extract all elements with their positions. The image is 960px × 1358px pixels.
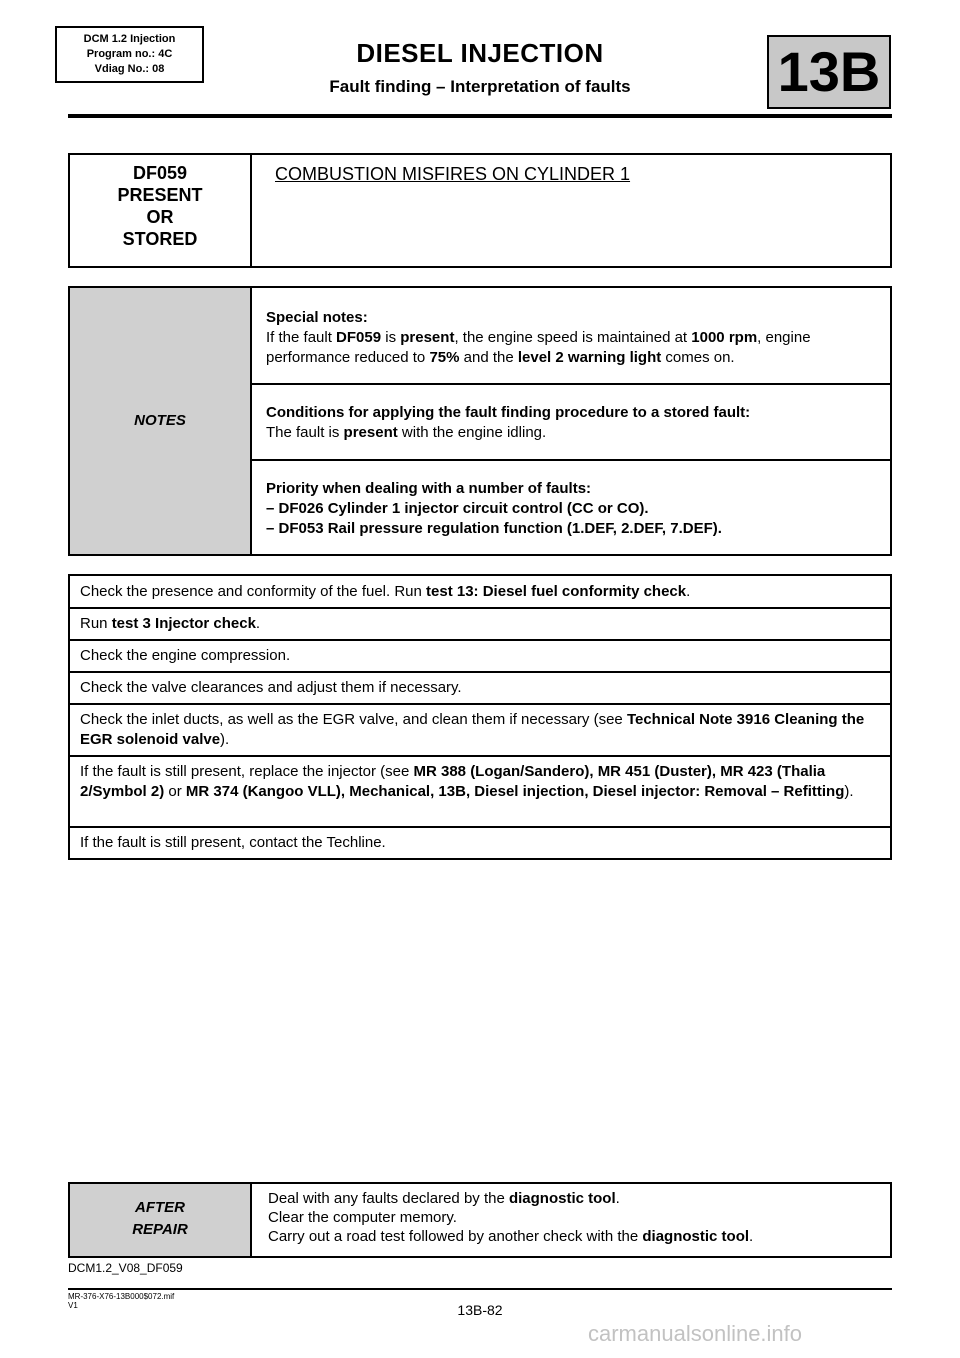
notes-divider <box>252 383 890 385</box>
notes-table <box>68 286 892 556</box>
document-reference-code: DCM1.2_V08_DF059 <box>68 1261 183 1275</box>
procedure-step-2: Run test 3 Injector check. <box>80 615 261 632</box>
fault-header-box <box>68 153 892 268</box>
priority-heading: Priority when dealing with a number of faults: <box>266 480 592 497</box>
fault-title: COMBUSTION MISFIRES ON CYLINDER 1 <box>275 164 631 184</box>
procedure-step-7: If the fault is still present, contact the Techline. <box>80 834 386 851</box>
after-repair-instructions <box>268 1189 880 1246</box>
step-divider <box>70 607 890 609</box>
conditions-section <box>252 403 890 443</box>
program-number-label: Program no.: 4C <box>86 48 173 60</box>
priority-item-1: – DF026 Cylinder 1 injector circuit control (CC or CO). <box>266 500 649 517</box>
page-subtitle: Fault finding – Interpretation of faults <box>329 77 631 96</box>
fault-status-cell <box>70 155 252 266</box>
special-notes-text: If the fault DF059 is present, the engine speed is maintained at 1000 rpm, engine performance reduced to 75% and the level 2 warning light comes on. <box>266 329 811 366</box>
priority-item-2: – DF053 Rail pressure regulation function (1.DEF, 2.DEF, 7.DEF). <box>266 520 722 537</box>
after-repair-line-1: Deal with any faults declared by the diagnostic tool. <box>268 1190 620 1207</box>
section-tag: 13B <box>767 35 891 109</box>
repair-label: REPAIR <box>132 1221 188 1238</box>
after-repair-table <box>68 1182 892 1258</box>
conditions-text: The fault is present with the engine idling. <box>266 424 547 441</box>
watermark: carmanualsonline.info <box>588 1321 803 1346</box>
special-notes-section <box>252 308 890 368</box>
fault-code: DF059 <box>132 163 188 183</box>
step-divider <box>70 755 890 757</box>
after-repair-label-cell <box>70 1184 252 1256</box>
procedure-step-3: Check the engine compression. <box>80 647 291 664</box>
notes-label: NOTES <box>134 412 186 429</box>
procedure-table <box>68 574 892 860</box>
step-divider <box>70 639 890 641</box>
step-divider <box>70 703 890 705</box>
version-label: V1 <box>68 1301 78 1310</box>
mif-filename: MR-376-X76-13B000$072.mif <box>68 1292 175 1301</box>
fault-status-stored: STORED <box>122 229 198 249</box>
page-number: 13B-82 <box>457 1302 503 1318</box>
step-divider <box>70 826 890 828</box>
footer-file-info <box>68 1292 174 1310</box>
after-label: AFTER <box>135 1199 185 1216</box>
dcm-injection-label: DCM 1.2 Injection <box>83 33 176 45</box>
dcm-info-box <box>55 26 204 83</box>
procedure-step-1: Check the presence and conformity of the fuel. Run test 13: Diesel fuel conformity check. <box>80 583 691 600</box>
vdiag-number-label: Vdiag No.: 08 <box>94 63 165 75</box>
special-notes-heading: Special notes: <box>266 309 368 326</box>
page-title: DIESEL INJECTION <box>356 38 604 68</box>
procedure-step-5: Check the inlet ducts, as well as the EGR valve, and clean them if necessary (see Technical Note 3916 Cleaning the EGR solenoid valve). <box>80 711 865 748</box>
step-divider <box>70 671 890 673</box>
procedure-step-6: If the fault is still present, replace the injector (see MR 388 (Logan/Sandero), MR 451 (Duster), MR 423 (Thalia 2/Symbol 2) or MR 374 (Kangoo VLL), Mechanical, 13B, Diesel injection, Diesel injector: Removal – Refitting). <box>80 763 854 800</box>
fault-status-or: OR <box>146 207 174 227</box>
fault-status-present: PRESENT <box>117 185 203 205</box>
priority-section <box>252 479 890 539</box>
after-repair-line-3: Carry out a road test followed by another check with the diagnostic tool. <box>268 1228 754 1245</box>
notes-divider <box>252 459 890 461</box>
header-divider <box>68 114 892 118</box>
footer-divider <box>68 1288 892 1290</box>
conditions-heading: Conditions for applying the fault finding procedure to a stored fault: <box>266 404 751 421</box>
after-repair-line-2: Clear the computer memory. <box>268 1209 457 1226</box>
procedure-step-4: Check the valve clearances and adjust them if necessary. <box>80 679 462 696</box>
